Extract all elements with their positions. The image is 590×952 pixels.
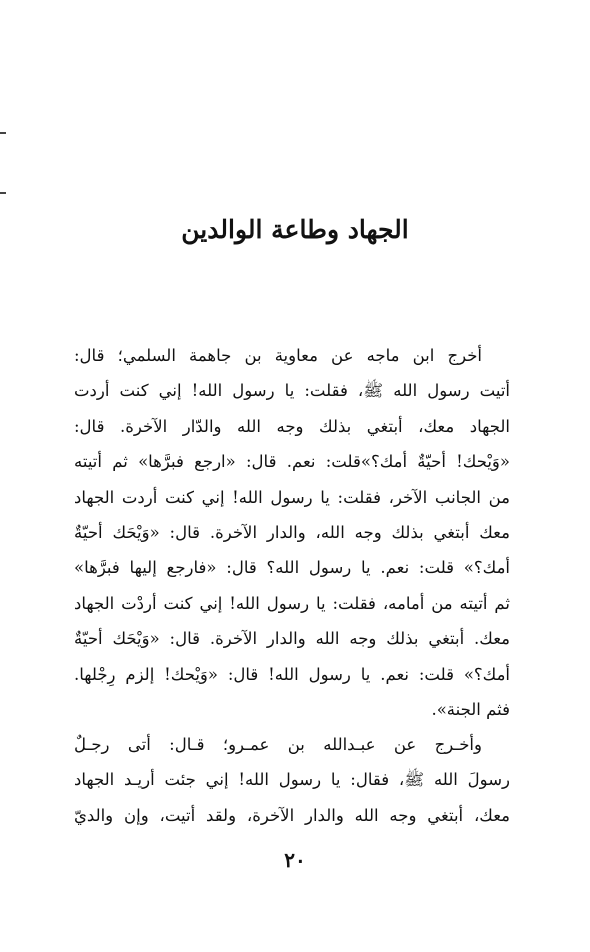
text-line: أتيت رسول الله ﷺ، فقلت: يا رسول الله! إني كنت أردت [74, 381, 510, 401]
scan-edge-mark [0, 192, 6, 194]
text-line: من الجانب الآخر، فقلت: يا رسول الله! إني كنت أردت الجهاد [74, 487, 510, 507]
text-line: الجهاد معك، أبتغي بذلك وجه الله والدّار الآخرة. قال: [74, 416, 510, 436]
text-line: فثم الجنة». [431, 699, 510, 719]
paragraph-hadith-1 [74, 338, 510, 727]
paragraph-hadith-2 [74, 727, 510, 833]
text-line: معك، أبتغي وجه الله والدار الآخرة، ولقد أتيت، وإن والديّ [74, 805, 510, 825]
text-line: وأخـرج عن عبـدالله بن عمـرو؛ قـال: أتى رجـلٌ [74, 735, 482, 754]
text-line: أمك؟» قلت: نعم. يا رسول الله! قال: «وَيْحك! إلزم رِجْلها. [74, 664, 510, 684]
text-line: «وَيْحك! أحيّةٌ أمك؟»قلت: نعم. قال: «ارجع فبرَّها» ثم أتيته [74, 452, 510, 472]
text-line: معك أبتغي بذلك وجه الله، والدار الآخرة. قال: «وَيْحَك أحيّةٌ [74, 522, 510, 542]
text-line: معك. أبتغي بذلك وجه الله والدار الآخرة. قال: «وَيْحَك أحيّةٌ [74, 629, 510, 649]
text-line: أخرج ابن ماجه عن معاوية بن جاهمة السلمي؛ قال: [74, 346, 482, 365]
chapter-title: الجهاد وطاعة الوالدين [181, 215, 409, 244]
text-line: رسولَ الله ﷺ، فقال: يا رسول الله! إني جئت أريـد الجهاد [74, 770, 510, 790]
scan-edge-mark [0, 132, 6, 134]
text-line: أمك؟» قلت: نعم. يا رسول الله؟ قال: «فارجع إليها فبرَّها» [74, 558, 510, 578]
page-number: ٢٠ [284, 848, 306, 872]
text-line: ثم أتيته من أمامه، فقلت: يا رسول الله! إني كنت أردْت الجهاد [74, 593, 510, 613]
